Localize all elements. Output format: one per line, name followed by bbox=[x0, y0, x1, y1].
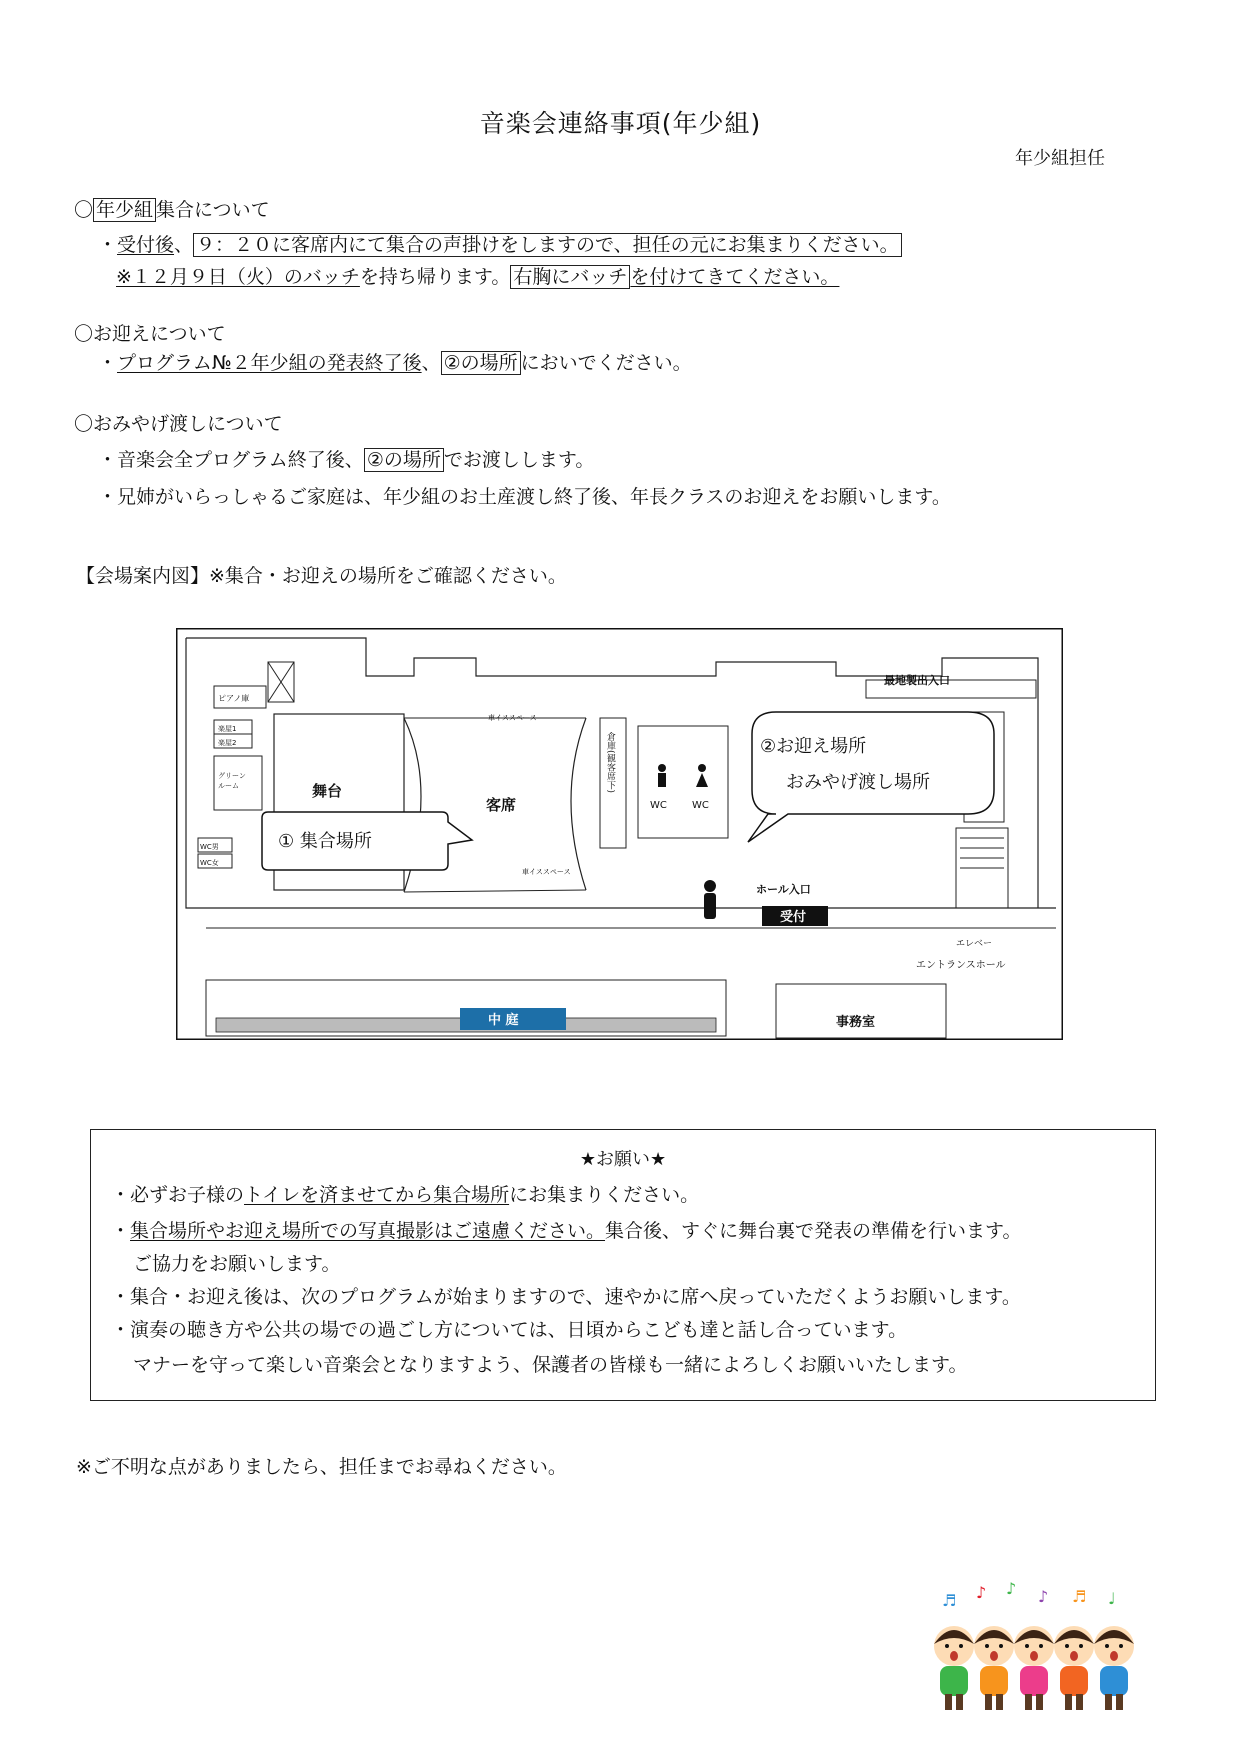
music-note-4: ♪ bbox=[1038, 1587, 1049, 1606]
map-label-storage: 倉庫(観客席下) bbox=[605, 732, 615, 794]
callout-souvenir-place: おみやげ渡し場所 bbox=[786, 772, 930, 793]
kid-figure bbox=[974, 1626, 1014, 1710]
map-label-reception: 受付 bbox=[780, 910, 807, 925]
map-label-wc-f: WC女 bbox=[200, 859, 219, 867]
kid-figure bbox=[1054, 1626, 1094, 1710]
gathering-heading: 〇 年少組 集合について bbox=[74, 199, 270, 221]
map-label-wc-1: WC bbox=[650, 800, 667, 811]
map-label-entrance-hall: エントランスホール bbox=[916, 960, 1006, 971]
map-label-elevator: エレベー bbox=[956, 939, 993, 949]
map-label-exit: 最地製出入口 bbox=[884, 674, 950, 687]
music-note-1: ♬ bbox=[942, 1591, 957, 1610]
request-title: ★お願い★ bbox=[579, 1149, 667, 1170]
pickup-heading: 〇お迎えについて bbox=[74, 323, 226, 345]
music-note-3: ♪ bbox=[1006, 1579, 1017, 1598]
map-label-room2: 楽屋2 bbox=[218, 739, 237, 747]
map-caption: 【会場案内図】※集合・お迎えの場所をご確認ください。 bbox=[76, 565, 567, 587]
souvenir-line-1: ・音楽会全プログラム終了後、 ②の場所 でお渡しします。 bbox=[98, 449, 595, 471]
map-label-wc-m: WC男 bbox=[200, 843, 219, 851]
map-label-room1: 楽屋1 bbox=[218, 725, 237, 733]
map-label-stage: 舞台 bbox=[312, 782, 343, 800]
kid-figure bbox=[1014, 1626, 1054, 1710]
request-line-6: マナーを守って楽しい音楽会となりますよう、保護者の皆様も一緒によろしくお願いいたします。 bbox=[133, 1354, 968, 1376]
map-label-piano: ピアノ庫 bbox=[218, 694, 250, 703]
music-notes bbox=[942, 1579, 1116, 1610]
gathering-line-2: ※１２月９日（火）のバッチを持ち帰ります。 右胸にバッチ を付けてきてください。 bbox=[116, 266, 840, 288]
callout-pickup-place: ②お迎え場所 bbox=[760, 736, 867, 757]
music-note-2: ♪ bbox=[976, 1583, 987, 1602]
map-label-wheelchair-bottom: 車イススペース bbox=[522, 868, 571, 876]
kid-figure bbox=[934, 1626, 974, 1710]
request-line-5: ・演奏の聴き方や公共の場での過ごし方については、日頃からこども達と話し合っています。 bbox=[111, 1319, 908, 1341]
request-line-3: ご協力をお願いします。 bbox=[133, 1253, 341, 1275]
pickup-line: ・プログラム№２年少組の発表終了後、 ②の場所 においでください。 bbox=[98, 352, 692, 374]
request-line-2: ・集合場所やお迎え場所での写真撮影はご遠慮ください。集合後、すぐに舞台裏で発表の準備を行います。 bbox=[111, 1220, 1022, 1242]
request-line-4: ・集合・お迎え後は、次のプログラムが始まりますので、速やかに席へ戻っていただくようお願いします。 bbox=[111, 1286, 1021, 1308]
souvenir-line-2: ・兄姉がいらっしゃるご家庭は、年少組のお土産渡し終了後、年長クラスのお迎えをお願いします。 bbox=[98, 486, 951, 508]
map-label-wc-2: WC bbox=[692, 800, 709, 811]
request-box bbox=[90, 1129, 1156, 1401]
venue-map bbox=[176, 628, 1063, 1040]
map-label-seats: 客席 bbox=[486, 796, 517, 814]
kid-figure bbox=[1094, 1626, 1134, 1710]
souvenir-heading: 〇おみやげ渡しについて bbox=[74, 413, 283, 435]
map-label-courtyard: 中 庭 bbox=[488, 1013, 519, 1028]
map-label-green2: ルーム bbox=[218, 782, 239, 790]
page-title: 音楽会連絡事項(年少組) bbox=[479, 109, 762, 138]
footer-note: ※ご不明な点がありましたら、担任までお尋ねください。 bbox=[76, 1456, 567, 1478]
teacher-label: 年少組担任 bbox=[1015, 148, 1105, 169]
kids-singing-illustration bbox=[932, 1572, 1142, 1714]
music-note-6: ♩ bbox=[1108, 1589, 1116, 1608]
music-note-5: ♬ bbox=[1072, 1587, 1087, 1606]
map-label-green1: グリーン bbox=[218, 772, 246, 780]
map-label-office: 事務室 bbox=[836, 1015, 876, 1030]
map-label-wheelchair-top: 車イススペース bbox=[488, 714, 537, 722]
request-line-1: ・必ずお子様のトイレを済ませてから集合場所にお集まりください。 bbox=[111, 1184, 700, 1206]
map-label-hall-entrance: ホール入口 bbox=[756, 883, 811, 896]
callout-gathering-place: ① 集合場所 bbox=[278, 831, 372, 852]
gathering-line-1: ・受付後、 ９：２０に客席内にて集合の声掛けをしますので、担任の元にお集まりください。 bbox=[98, 232, 902, 258]
